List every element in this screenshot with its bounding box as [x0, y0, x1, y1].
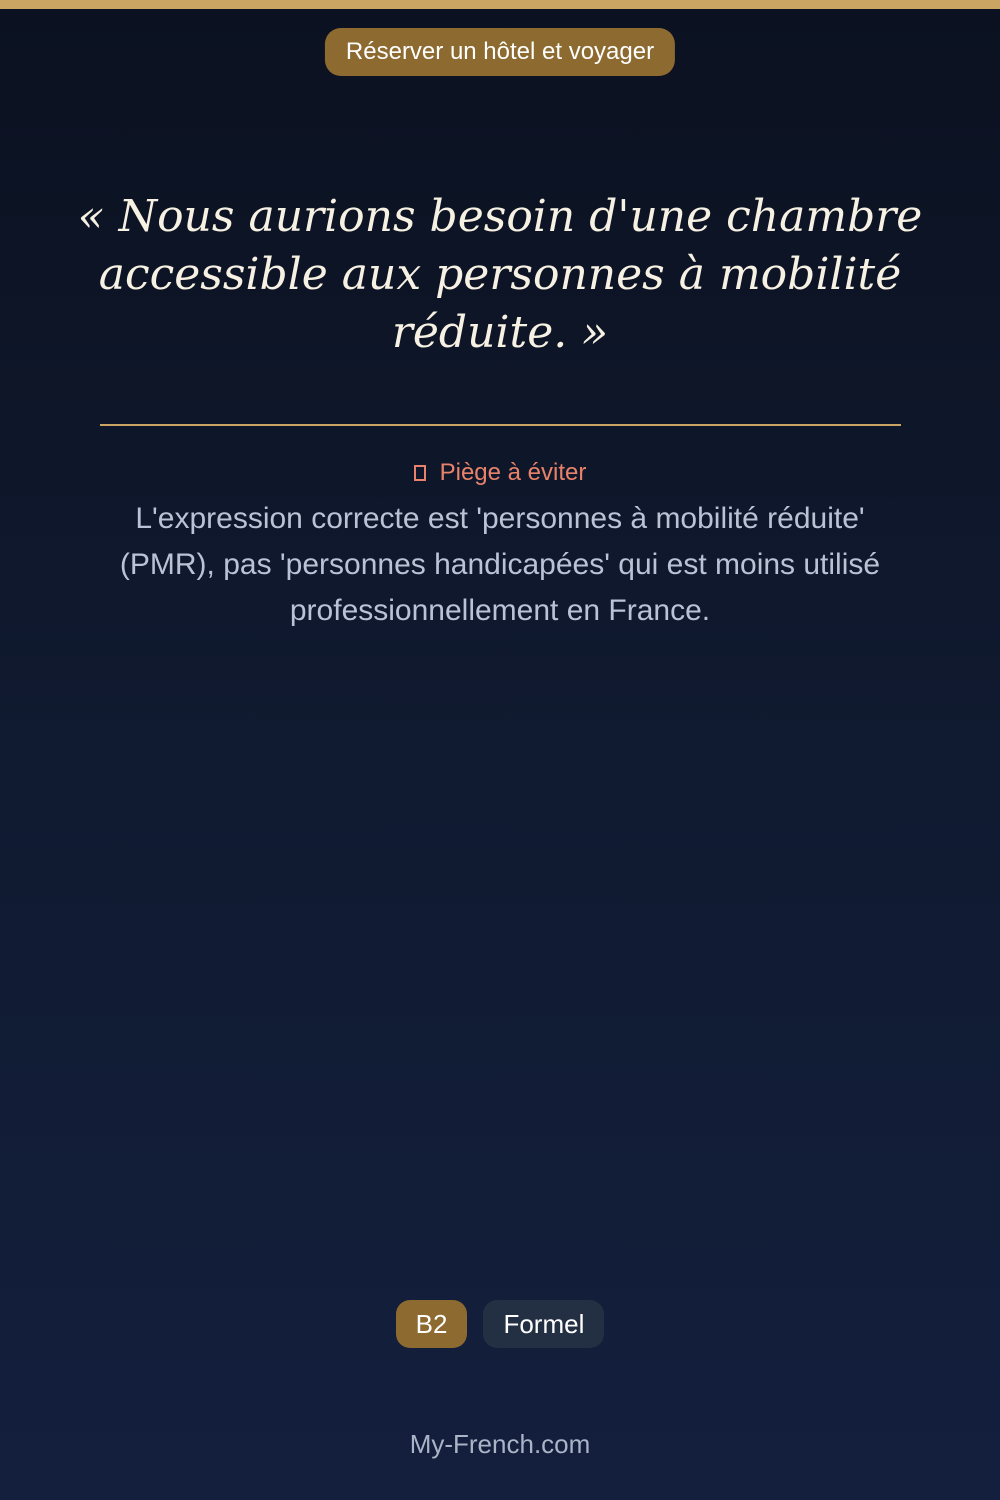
french-phrase: « Nous aurions besoin d'une chambre accessible aux personnes à mobilité réduite. »: [77, 191, 923, 358]
pitfall-heading-label: Piège à éviter: [439, 459, 587, 486]
pitfall-heading: [0, 458, 1000, 488]
warning-icon: [414, 465, 426, 481]
site-footer: My-French.com: [409, 1429, 591, 1459]
category-badge: Réserver un hôtel et voyager: [325, 28, 675, 76]
register-badge: Formel: [483, 1300, 604, 1348]
tag-row: [0, 1300, 1000, 1348]
top-accent-bar: [0, 0, 1000, 9]
pitfall-explanation: L'expression correcte est 'personnes à mobilité réduite' (PMR), pas 'personnes handicapées' qui est moins utilisé professionnellement en France.: [119, 502, 881, 627]
level-badge: B2: [396, 1300, 468, 1348]
divider: [100, 424, 901, 426]
